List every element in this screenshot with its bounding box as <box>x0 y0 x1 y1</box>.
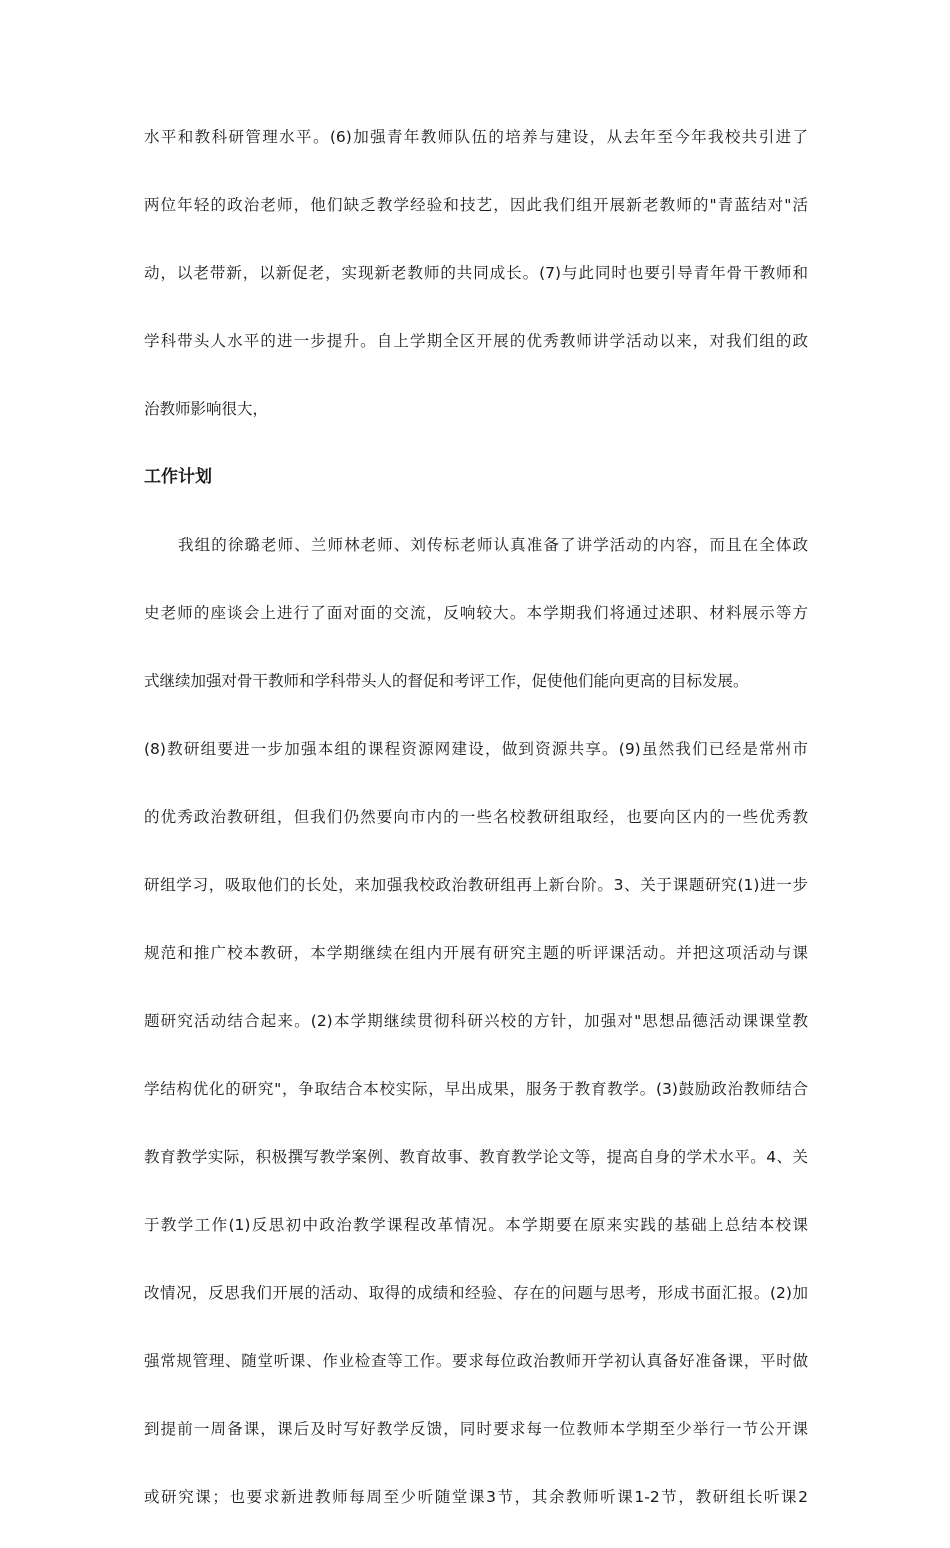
paragraph-2 <box>144 528 808 1514</box>
paragraph-line: (8)教研组要进一步加强本组的课程资源网建设，做到资源共享。(9)虽然我们已经是常州市 <box>144 740 808 758</box>
paragraph-line: 改情况，反思我们开展的活动、取得的成绩和经验、存在的问题与思考，形成书面汇报。(2)加 <box>144 1284 808 1302</box>
paragraph-1 <box>144 120 808 426</box>
paragraph-line: 学科带头人水平的进一步提升。自上学期全区开展的优秀教师讲学活动以来，对我们组的政 <box>144 332 808 350</box>
paragraph-line: 规范和推广校本教研，本学期继续在组内开展有研究主题的听评课活动。并把这项活动与课 <box>144 944 808 962</box>
paragraph-line: 强常规管理、随堂听课、作业检查等工作。要求每位政治教师开学初认真备好准备课，平时做 <box>144 1352 808 1370</box>
paragraph-line: 题研究活动结合起来。(2)本学期继续贯彻科研兴校的方针，加强对"思想品德活动课课堂教 <box>144 1012 808 1030</box>
paragraph-line: 水平和教科研管理水平。(6)加强青年教师队伍的培养与建设，从去年至今年我校共引进了 <box>144 128 808 146</box>
paragraph-line: 研组学习，吸取他们的长处，来加强我校政治教研组再上新台阶。3、关于课题研究(1)进一步 <box>144 876 808 894</box>
paragraph-line: 两位年轻的政治老师，他们缺乏教学经验和技艺，因此我们组开展新老教师的"青蓝结对"活 <box>144 196 808 214</box>
paragraph-line: 教育教学实际，积极撰写教学案例、教育故事、教育教学论文等，提高自身的学术水平。4、关 <box>144 1148 808 1166</box>
paragraph-line: 的优秀政治教研组，但我们仍然要向市内的一些名校教研组取经，也要向区内的一些优秀教 <box>144 808 808 826</box>
paragraph-line: 动，以老带新，以新促老，实现新老教师的共同成长。(7)与此同时也要引导青年骨干教师和 <box>144 264 808 282</box>
paragraph-line: 或研究课；也要求新进教师每周至少听随堂课3节，其余教师听课1-2节，教研组长听课2 <box>144 1488 808 1506</box>
paragraph-line: 我组的徐璐老师、兰师林老师、刘传标老师认真准备了讲学活动的内容，而且在全体政 <box>178 536 808 554</box>
document-body <box>144 120 808 1548</box>
paragraph-line: 到提前一周备课，课后及时写好教学反馈，同时要求每一位教师本学期至少举行一节公开课 <box>144 1420 808 1438</box>
section-heading: 工作计划 <box>144 467 212 487</box>
paragraph-line: 史老师的座谈会上进行了面对面的交流，反响较大。本学期我们将通过述职、材料展示等方 <box>144 604 808 622</box>
paragraph-line: 治教师影响很大， <box>144 400 269 418</box>
paragraph-line: 式继续加强对骨干教师和学科带头人的督促和考评工作，促使他们能向更高的目标发展。 <box>144 672 749 690</box>
paragraph-line: 于教学工作(1)反思初中政治教学课程改革情况。本学期要在原来实践的基础上总结本校课 <box>144 1216 808 1234</box>
paragraph-line: 学结构优化的研究"，争取结合本校实际，早出成果，服务于教育教学。(3)鼓励政治教师结合 <box>144 1080 808 1098</box>
